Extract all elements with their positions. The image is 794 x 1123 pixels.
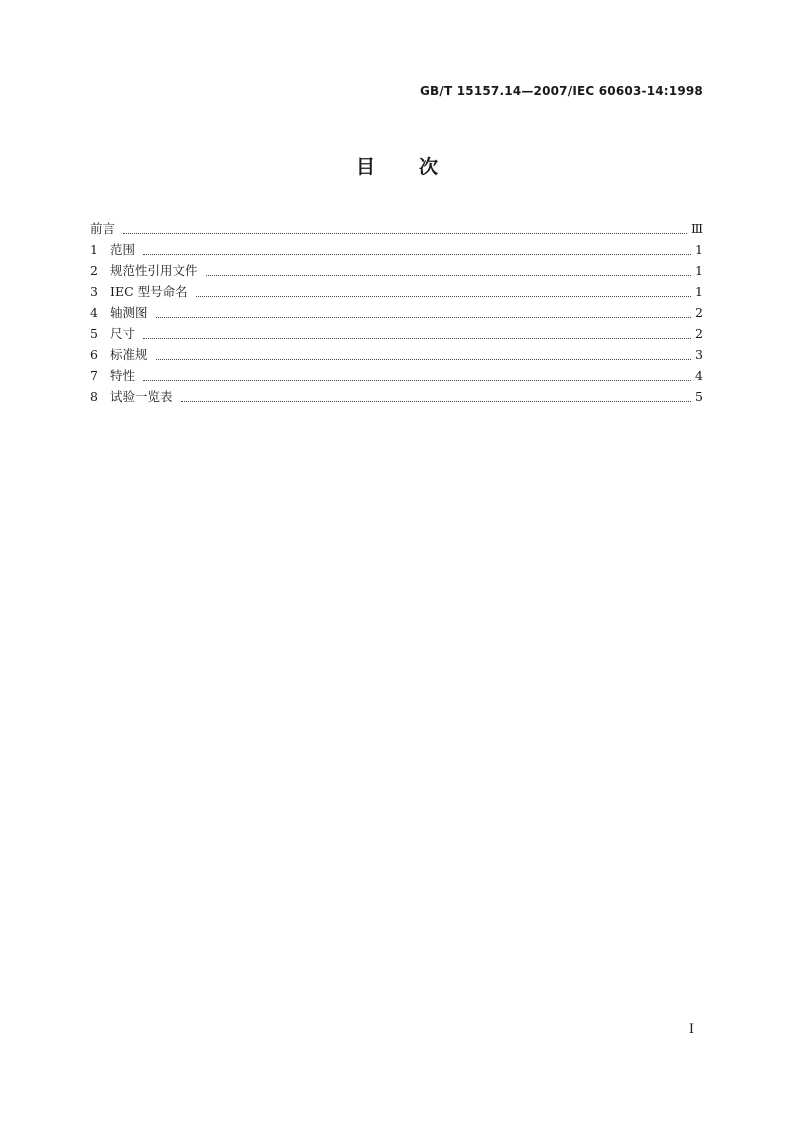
toc-entry-number: 2 [90, 263, 98, 278]
toc-entry-label: 范围 [110, 242, 136, 257]
toc-leader-dots [143, 380, 691, 381]
toc-entry-label: 特性 [110, 368, 136, 383]
toc-entry-number: 7 [90, 368, 98, 383]
standard-code: GB/T 15157.14—2007/IEC 60603-14:1998 [419, 84, 703, 98]
toc-entry-page: 3 [695, 347, 703, 362]
toc-entry-label: 规范性引用文件 [110, 263, 198, 278]
toc-entry-label: 标准规 [110, 347, 148, 362]
toc-entry-number: 4 [90, 305, 98, 320]
toc-entry-label: 尺寸 [110, 326, 136, 341]
toc-entry-label: 轴测图 [110, 305, 148, 320]
toc-entry-page: 2 [695, 305, 703, 320]
toc-entry-page: 1 [695, 284, 703, 299]
toc-entry-page: 5 [695, 389, 703, 404]
toc-entry-number: 6 [90, 347, 98, 362]
toc-entry-3[interactable] [90, 281, 703, 302]
toc-entry-2[interactable] [90, 260, 703, 281]
toc-leader-dots [156, 317, 691, 318]
toc-leader-dots [156, 359, 691, 360]
table-of-contents [90, 218, 703, 407]
toc-leader-dots [206, 275, 691, 276]
toc-entry-5[interactable] [90, 323, 703, 344]
toc-entry-page: 4 [695, 368, 703, 383]
toc-entry-number: 3 [90, 284, 98, 299]
toc-leader-dots [143, 338, 691, 339]
toc-leader-dots [123, 233, 687, 234]
toc-entry-1[interactable] [90, 239, 703, 260]
toc-entry-number: 1 [90, 242, 98, 257]
toc-entry-page: 1 [695, 242, 703, 257]
toc-entry-number: 5 [90, 326, 98, 341]
page-number: I [688, 1022, 694, 1037]
toc-entry-number: 8 [90, 389, 98, 404]
toc-entry-7[interactable] [90, 365, 703, 386]
toc-entry-foreword[interactable] [90, 218, 703, 239]
toc-entry-page: Ⅲ [690, 221, 703, 236]
toc-leader-dots [181, 401, 691, 402]
toc-entry-label: IEC 型号命名 [110, 284, 188, 299]
page-title: 目次 [355, 156, 482, 178]
toc-entry-8[interactable] [90, 386, 703, 407]
toc-entry-page: 2 [695, 326, 703, 341]
toc-entry-4[interactable] [90, 302, 703, 323]
toc-leader-dots [143, 254, 691, 255]
toc-entry-page: 1 [695, 263, 703, 278]
toc-entry-label: 试验一览表 [110, 389, 173, 404]
toc-leader-dots [196, 296, 691, 297]
toc-entry-6[interactable] [90, 344, 703, 365]
toc-entry-label: 前言 [90, 221, 116, 236]
